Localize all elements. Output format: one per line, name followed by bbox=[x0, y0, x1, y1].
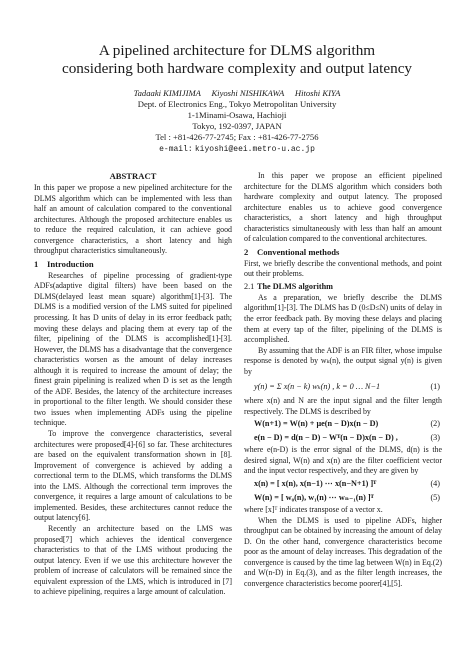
equation-2 bbox=[244, 417, 442, 431]
equation-1 bbox=[244, 377, 442, 396]
subsection-title: The DLMS algorithm bbox=[257, 281, 333, 291]
dlms-paragraph-2: By assuming that the ADF is an FIR filter, whose impulse response is denoted by wₖ(n), the output signal y(n) is given by bbox=[244, 345, 442, 376]
equation-2-body: W(n+1) = W(n) + μe(n − D)x(n − D) bbox=[254, 419, 379, 429]
affiliation-email-line bbox=[0, 143, 474, 155]
intro-paragraph-1: Researches of pipeline processing of gradient-type ADFs(adaptive digital filters) have been based on the DLMS(delayed least mean square) algorithm[1]-[3]. The DLMS is a modified version of the LMS suited for pipelined processing. It has D units of delay in its error feedback path; moving these delays and placing them at every tap of the filter, pipelining of the DLMS is accomplished[1]-[3]. However, the DLMS has a disadvantage that the convergence characteristics worsen as the amount of delay increases although it is required to increase the amount of delay; the finest grain pipelining is realized when D is set as the length of the ADF. Besides, the latency of the architecture increases in proportional to the filter length. We should consider these two issues when implementing ADFs using the pipeline technique. bbox=[34, 270, 232, 428]
paper-title bbox=[20, 42, 454, 78]
email-label: e-mail: bbox=[159, 145, 193, 154]
author-list: Tadaaki KIMIJIMA Kiyoshi NISHIKAWA Hitoshi KIYA bbox=[133, 88, 341, 98]
affiliation-block bbox=[0, 99, 474, 155]
affiliation-dept: Dept. of Electronics Eng., Tokyo Metropolitan University bbox=[137, 99, 337, 109]
title-line-2: considering both hardware complexity and output latency bbox=[61, 60, 413, 77]
equation-5-number: (5) bbox=[430, 493, 440, 503]
equation-3 bbox=[244, 431, 442, 445]
section-number: 2 bbox=[244, 246, 249, 257]
affiliation-city: Tokyo, 192-0397, JAPAN bbox=[192, 121, 282, 131]
subsection-number: 2.1 bbox=[244, 281, 255, 291]
section-2-heading bbox=[244, 246, 442, 258]
dlms-paragraph-1: As a preparation, we briefly describe the DLMS algorithm[1]-[3]. The DLMS has D (0≤D≤N) units of delay in the error feedback path. By moving these delays and placing them at every tap of the filter, pipelining of the DLMS is accomplished. bbox=[244, 292, 442, 345]
abstract-text: In this paper we propose a new pipelined architecture for the DLMS algorithm which can be implemented with less than half an amount of calculation compared to the conventional architectures. Although the proposed architecture enables us to reduce the required calculation, it can achieve good convergence characteristics, a short latency and high throughput characteristics simultaneously. bbox=[34, 183, 232, 256]
abstract-heading: ABSTRACT bbox=[109, 171, 157, 181]
intro-paragraph-3: Recently an architecture based on the LMS was proposed[7] which achieves the identical convergence characteristics to that of the LMS without producing the output latency. Even if we use this architecture however the problem of increase of calculators will be remained since the equivalent expression of the LMS, which is introduced in [7] to achieve pipelining, requires a large amount of calculation. bbox=[34, 523, 232, 597]
equation-4 bbox=[244, 477, 442, 491]
section-number: 1 bbox=[34, 258, 39, 269]
right-column bbox=[244, 171, 442, 589]
intro-paragraph-2: To improve the convergence characteristics, several architectures were proposed[4]-[6] so far. These architectures are based on the equivalent transformation shown in [8]. Improvement of convergence is achieved by adding a correctional term to the DLMS, which transforms the DLMS into the LMS. Although the correctional term improves the convergence, it requires a large amount of calculations to be implemented. Besides, these architectures cannot reduce the output latency[6]. bbox=[34, 429, 232, 523]
affiliation-street: 1-1Minami-Osawa, Hachioji bbox=[187, 110, 287, 120]
equation-2-number: (2) bbox=[430, 419, 440, 429]
dlms-paragraph-3: where x(n) and N are the input signal and the filter length respectively. The DLMS is described by bbox=[244, 396, 442, 416]
affiliation-phone: Tel : +81-426-77-2745; Fax : +81-426-77-2756 bbox=[155, 132, 319, 142]
section-title: Introduction bbox=[47, 258, 94, 269]
equation-5 bbox=[244, 491, 442, 505]
equation-4-body: x(n) = [ x(n), x(n−1) ⋯ x(n−N+1) ]ᵀ bbox=[254, 479, 377, 489]
equation-3-number: (3) bbox=[430, 433, 440, 443]
left-column bbox=[34, 171, 232, 598]
conventional-paragraph-1: First, we briefly describe the conventional methods, and point out their problems. bbox=[244, 258, 442, 279]
equation-1-body: y(n) = Σ x(n − k) wₖ(n) , k = 0 … N−1 bbox=[254, 382, 381, 392]
equation-4-number: (4) bbox=[430, 479, 440, 489]
intro-paragraph-4: In this paper we propose an efficient pipelined architecture for the DLMS algorithm which considers both hardware complexity and output latency. The proposed architecture enables us to achieve good convergence characteristics, a short latency and high throughput characteristics simultaneously with less than half an amount of calculation compared to the conventional architectures. bbox=[244, 171, 442, 244]
title-line-1: A pipelined architecture for DLMS algorithm bbox=[98, 42, 376, 59]
equation-3-body: e(n − D) = d(n − D) − Wᵀ(n − D)x(n − D) , bbox=[254, 433, 398, 443]
section-title: Conventional methods bbox=[257, 246, 340, 257]
dlms-paragraph-6: When the DLMS is used to pipeline ADFs, higher throughput can be obtained by increasing the amount of delay D. On the other hand, convergence characteristics become poor as the amount of delay increases. This degradation of the convergence is caused by the time lag between W(n) in Eq.(2) and W(n-D) in Eq.(3), and as the filter length increases, the convergence characteristics become poorer[4],[5]. bbox=[244, 515, 442, 588]
subsection-2-1-heading bbox=[244, 281, 442, 292]
equation-5-body: W(n) = [ w₀(n), w₁(n) ⋯ wₙ₋₁(n) ]ᵀ bbox=[254, 493, 374, 503]
email-address: kiyoshi@eei.metro-u.ac.jp bbox=[194, 145, 315, 154]
equation-1-number: (1) bbox=[430, 382, 440, 392]
section-1-heading bbox=[34, 258, 232, 270]
dlms-paragraph-5: where [x]ᵀ indicates transpose of a vector x. bbox=[244, 505, 383, 515]
dlms-paragraph-4: where e(n-D) is the error signal of the DLMS, d(n) is the desired signal, W(n) and x(n) are the filter coefficient vector and the input vector respectively, and they are given by bbox=[244, 445, 442, 476]
